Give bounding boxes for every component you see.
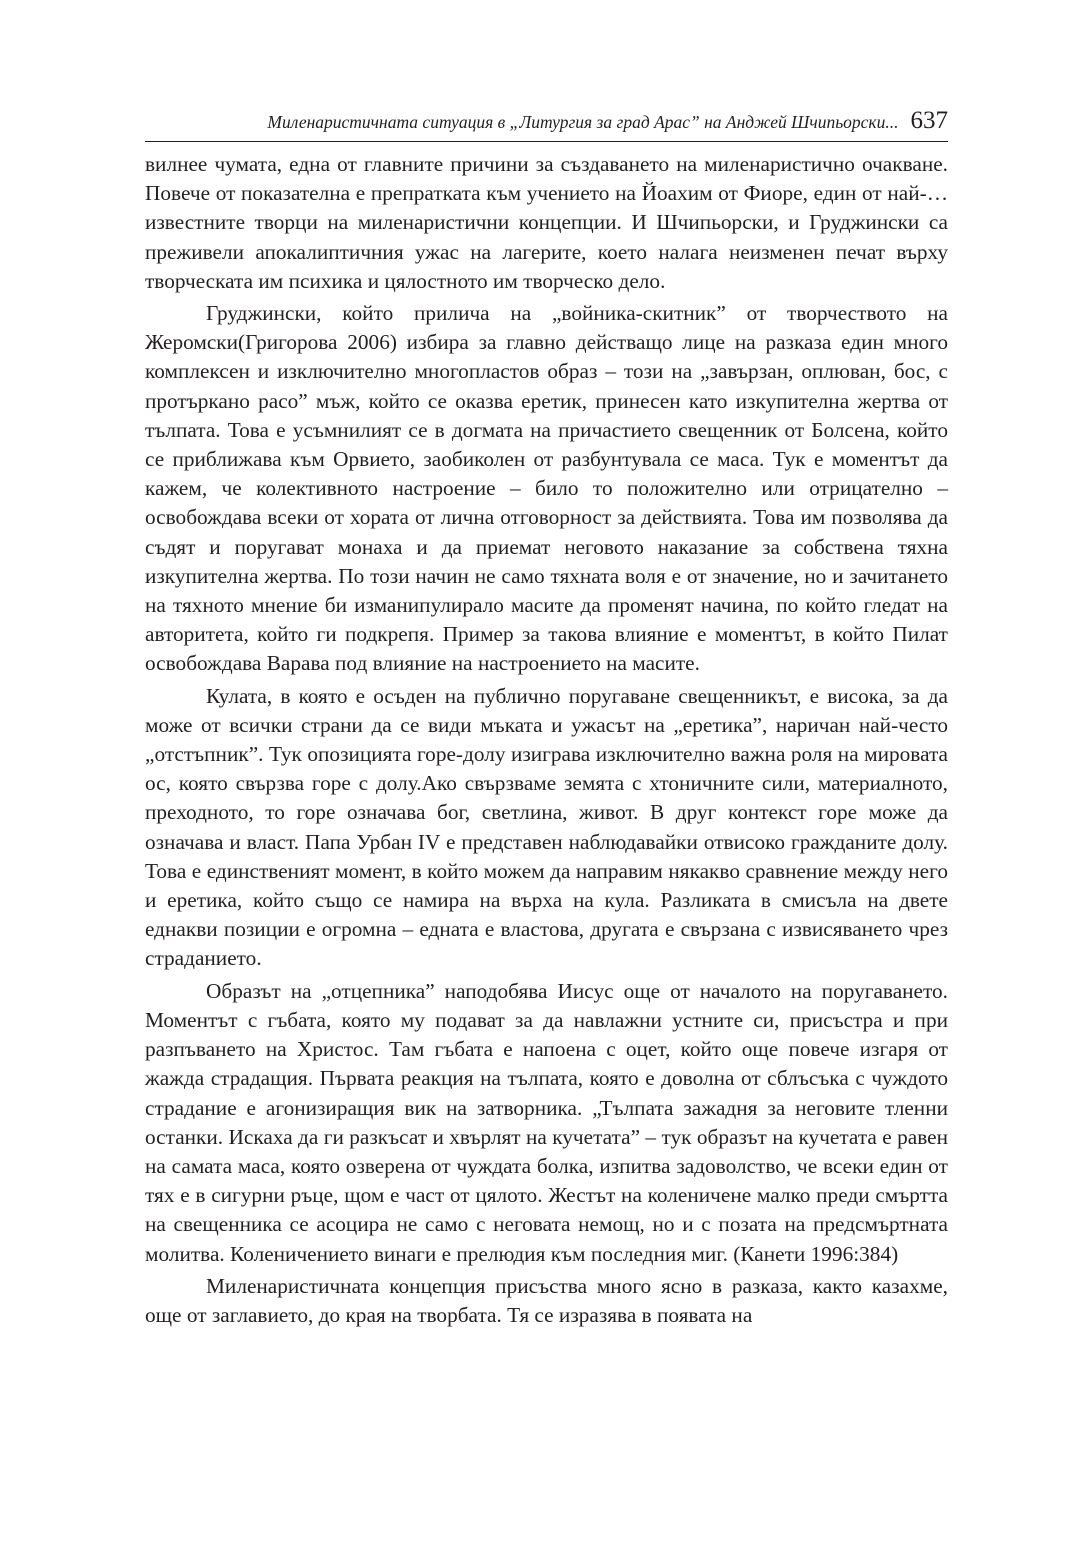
book-page — [145, 108, 948, 1330]
paragraph-2: Груджински, който прилича на „войника-скитник” от творчеството на Жеромски(Григорова 2006) избира за главно действащо лице на разказа един много комплексен и изключително многопластов образ – този на „завързан, оплюван, бос, с протъркано расо” мъж, който се оказва еретик, принесен като изкупителна жертва от тълпата. Това е усъмнилият се в догмата на причастието свещенник от Болсена, който се приближава към Орвието, заобиколен от разбунтувала се маса. Тук е моментът да кажем, че колективното настроение – било то положително или отрицателно – освобождава всеки от хората от лична отговорност за действията. Това им позволява да съдят и поругават монаха и да приемат неговото наказание за собствена тяхна изкупителна жертва. По този начин не само тяхната воля е от значение, но и зачитането на тяхното мнение би изманипулирало масите да променят начина, по който гледат на авторитета, който ги подкрепя. Пример за такова влияние е моментът, в който Пилат освобождава Варава под влияние на настроението на масите. — [145, 301, 948, 676]
paragraph-3: Кулата, в която е осъден на публично поругаване свещенникът, е висока, за да може от всички страни да се види мъката и ужасът на „еретика”, наричан най-често „отстъпник”. Тук опозицията горе-долу изиграва изключително важна роля на мировата ос, която свързва горе с долу.Ако свързваме земята с хтоничните сили, материалното, преходното, то горе означава бог, светлина, живот. В друг контекст горе може да означава и власт. Папа Урбан IV е представен наблюдавайки отвисоко гражданите долу. Това е единственият момент, в който можем да направим някакво сравнение между него и еретика, който също се намира на върха на кула. Разликата в смисъла на двете еднакви позиции е огромна – едната е властова, другата е свързана с извисяването чрез страданието. — [145, 683, 948, 971]
running-header — [145, 108, 948, 142]
paragraph-5: Миленаристичната концепция присъства много ясно в разказа, както казахме, още от заглавието, до края на творбата. Тя се изразява в появата на — [145, 1273, 948, 1327]
page-number: 637 — [910, 107, 948, 134]
body-text — [145, 150, 948, 1330]
running-title: Миленаристичната ситуация в „Литургия за град Арас” на Анджей Шчипьорски... — [267, 112, 899, 132]
paragraph-4: Образът на „отцепника” наподобява Иисус още от началото на поругаването. Моментът с гъбата, която му подават за да навлажни устните си, присъстра и при разпъването на Христос. Там гъбата е напоена с оцет, който още повече изгаря от жажда страдащия. Първата реакция на тълпата, която е доволна от сблъсъка с чуждото страдание е агонизиращия вик на затворника. „Тълпата зажадня за неговите тленни останки. Искаха да ги разкъсат и хвърлят на кучетата” – тук образът на кучетата е равен на самата маса, която озверена от чуждата болка, изпитва задоволство, че всеки един от тях е в сигурни ръце, щом е част от цялото. Жестът на коленичене малко преди смъртта на свещенника се асоцира не само с неговата немощ, но и с позата на предсмъртната молитва. Коленичението винаги е прелюдия към последния миг. (Канети 1996:384) — [145, 978, 948, 1266]
paragraph-1: вилнее чумата, една от главните причини за създаването на миленаристично очакване. Повече от показателна е препратката към учението на Йоахим от Фиоре, един от най-…известните творци на миленаристични концепции. И Шчипьорски, и Груджински са преживели апокалиптичния ужас на лагерите, което налага неизменен печат върху творческата им психика и цялостното им творческо дело. — [145, 152, 948, 293]
